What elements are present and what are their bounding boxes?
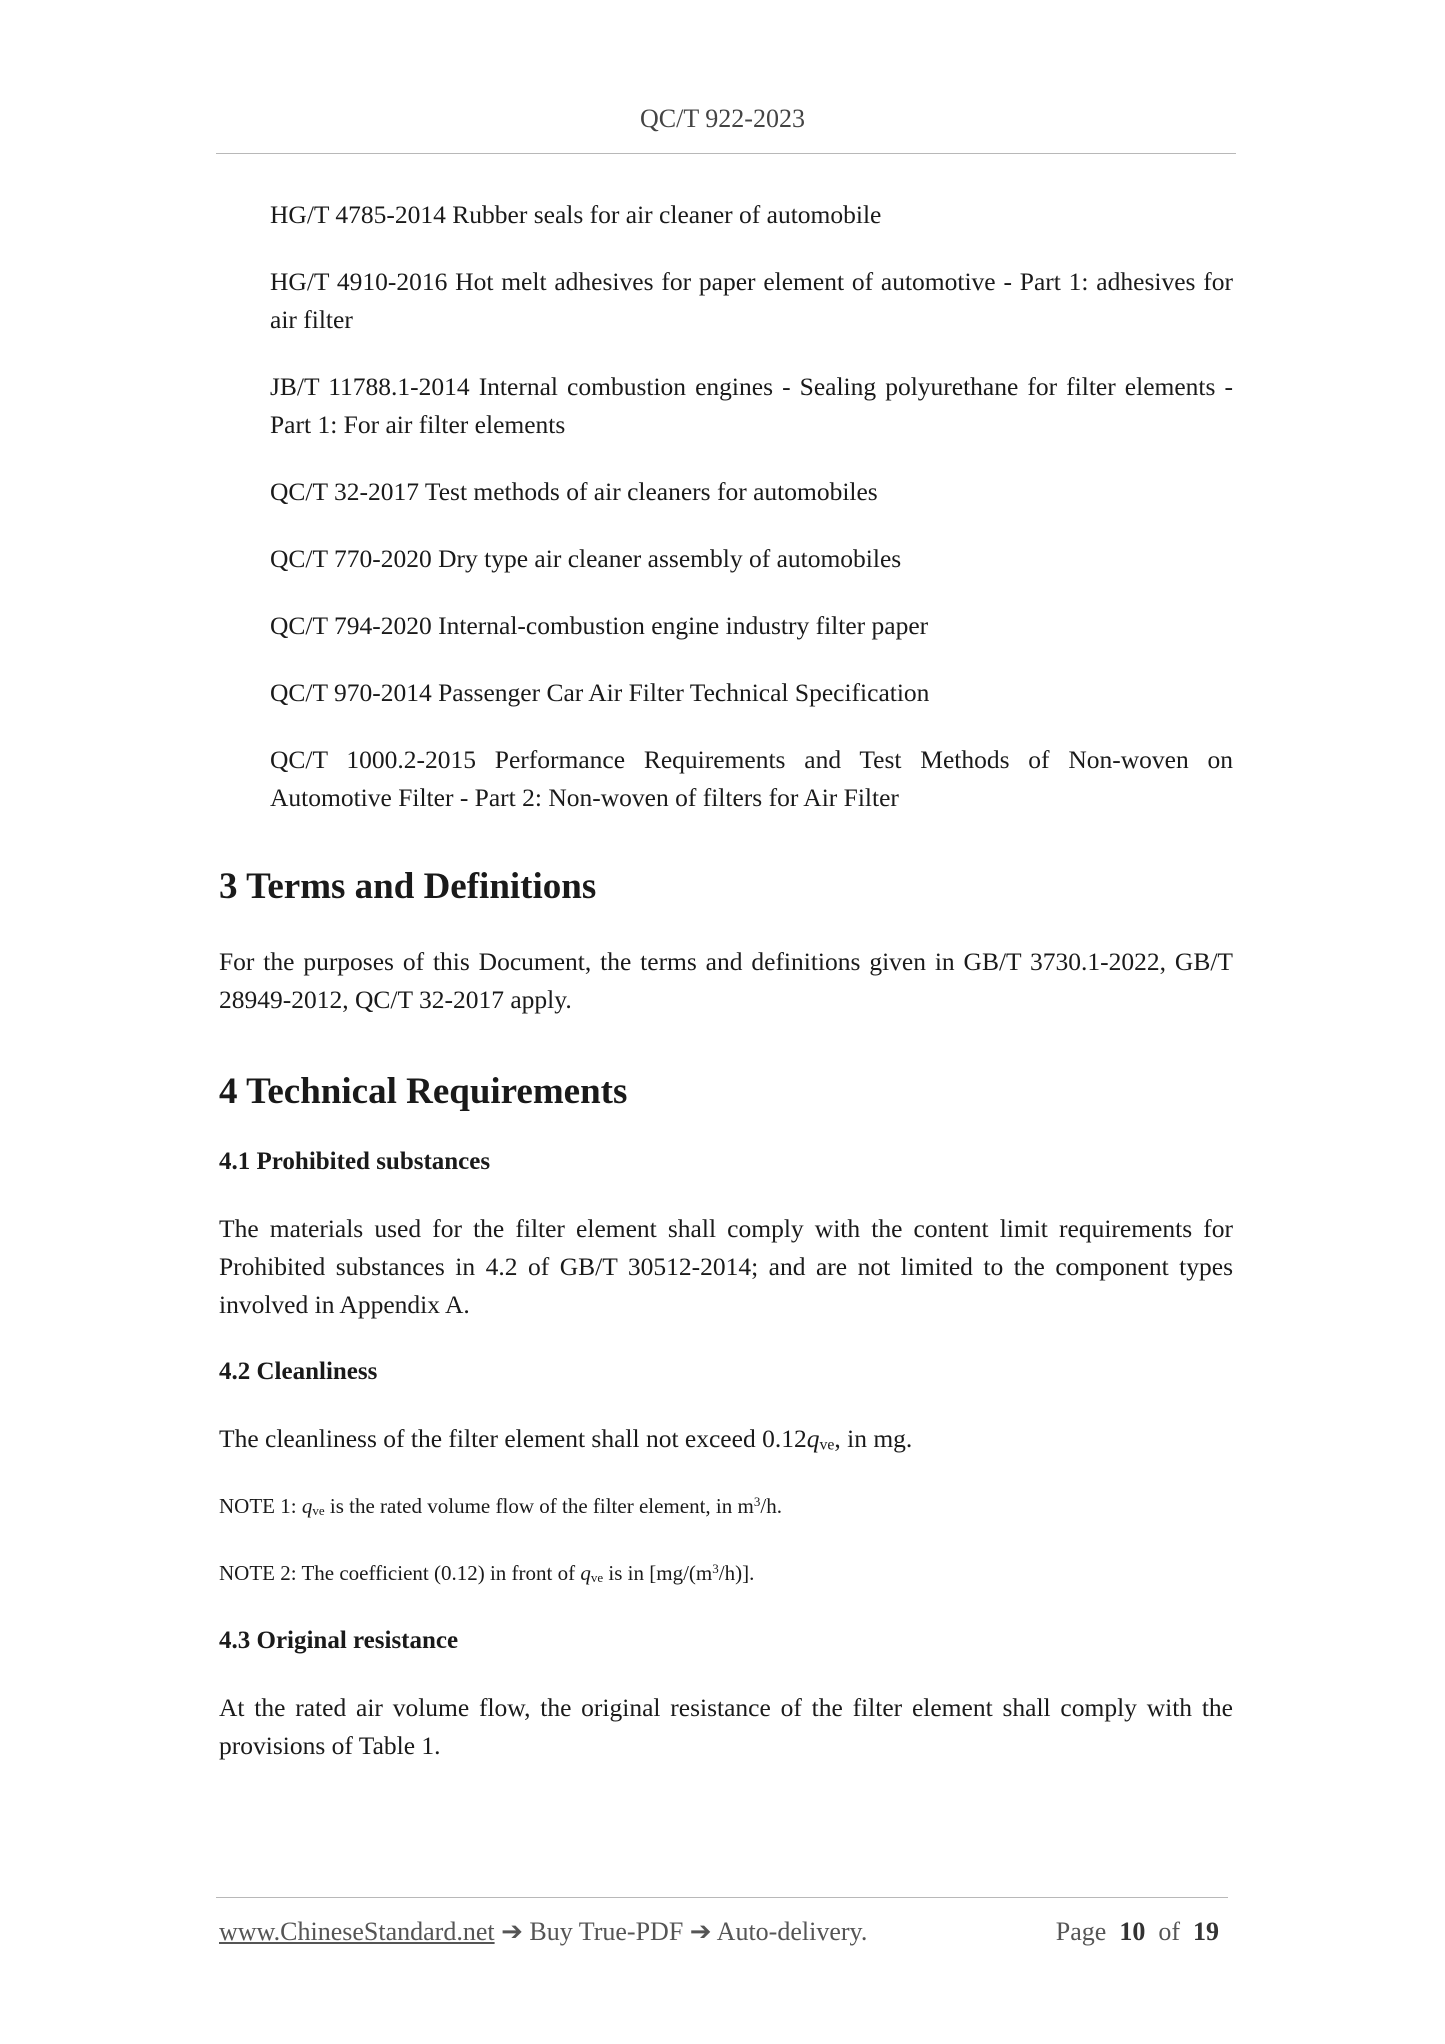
note-2-superscript: 3 <box>712 1560 719 1576</box>
reference-item: HG/T 4910-2016 Hot melt adhesives for paper element of automotive - Part 1: adhesives for air filter <box>270 267 1233 334</box>
of-label: of <box>1158 1917 1180 1946</box>
footer-divider <box>216 1897 1228 1898</box>
q-subscript: ve <box>590 1569 604 1585</box>
header-divider <box>216 153 1236 154</box>
q-subscript: ve <box>312 1502 325 1518</box>
page-footer <box>219 1917 1229 1957</box>
note-2-text-mid: is in [mg/(m <box>603 1561 713 1585</box>
buy-true-pdf-text: Buy True-PDF <box>529 1917 684 1946</box>
cleanliness-text-start: The cleanliness of the filter element shall not exceed 0.12 <box>219 1424 807 1453</box>
section-3-heading: 3 Terms and Definitions <box>219 866 597 907</box>
note-1-unit: /h. <box>760 1494 782 1518</box>
cleanliness-text-end: , in mg. <box>834 1424 913 1453</box>
arrow-right-icon: ➔ <box>501 1917 523 1946</box>
q-subscript: ve <box>819 1436 835 1454</box>
page-header-title: QC/T 922-2023 <box>640 104 805 133</box>
note-1 <box>219 1491 1233 1521</box>
page-total: 19 <box>1193 1917 1219 1946</box>
reference-item: QC/T 32-2017 Test methods of air cleaners for automobiles <box>270 477 878 506</box>
section-4-1-body: The materials used for the filter element shall comply with the content limit requirements for Prohibited substances in 4.2 of GB/T 30512-2014; and are not limited to the component types involved in Appendix A. <box>219 1214 1233 1319</box>
reference-item: JB/T 11788.1-2014 Internal combustion engines - Sealing polyurethane for filter elements - Part 1: For air filter elements <box>270 372 1233 439</box>
reference-item: QC/T 1000.2-2015 Performance Requirements and Test Methods of Non-woven on Automotive Filter - Part 2: Non-woven of filters for Air Filter <box>270 745 1233 812</box>
website-link[interactable]: www.ChineseStandard.net <box>219 1917 495 1946</box>
note-1-text: is the rated volume flow of the filter element, in m <box>324 1494 754 1518</box>
q-symbol: q <box>806 1424 820 1453</box>
section-4-2-heading: 4.2 Cleanliness <box>219 1358 378 1385</box>
note-2 <box>219 1558 1233 1588</box>
note-2-text-start: NOTE 2: The coefficient (0.12) in front of <box>219 1561 581 1585</box>
note-1-label: NOTE 1: <box>219 1494 302 1518</box>
normative-references-list <box>270 196 1233 817</box>
reference-item: QC/T 970-2014 Passenger Car Air Filter Technical Specification <box>270 678 930 707</box>
section-4-2-body <box>219 1420 1233 1458</box>
note-2-unit: /h)]. <box>718 1561 755 1585</box>
auto-delivery-text: Auto-delivery. <box>716 1917 868 1946</box>
section-4-3-body: At the rated air volume flow, the original resistance of the filter element shall comply with the provisions of Table 1. <box>219 1693 1233 1760</box>
arrow-right-icon: ➔ <box>689 1917 712 1946</box>
page-indicator <box>1056 1917 1219 1947</box>
reference-item: QC/T 794-2020 Internal-combustion engine industry filter paper <box>270 611 929 640</box>
reference-item: QC/T 770-2020 Dry type air cleaner assembly of automobiles <box>270 544 902 573</box>
section-4-heading: 4 Technical Requirements <box>219 1071 628 1112</box>
section-3-body: For the purposes of this Document, the terms and definitions given in GB/T 3730.1-2022, GB/T 28949-2012, QC/T 32-2017 apply. <box>219 947 1233 1014</box>
section-4-3-heading: 4.3 Original resistance <box>219 1627 459 1654</box>
page-body <box>219 196 1233 1765</box>
q-symbol: q <box>301 1494 313 1518</box>
section-4-1-heading: 4.1 Prohibited substances <box>219 1148 491 1175</box>
page-number: 10 <box>1119 1917 1146 1946</box>
footer-promo <box>219 1917 867 1947</box>
note-1-superscript: 3 <box>753 1493 761 1509</box>
q-symbol: q <box>580 1561 591 1585</box>
page-label: Page <box>1055 1917 1107 1946</box>
reference-item: HG/T 4785-2014 Rubber seals for air cleaner of automobile <box>270 200 882 229</box>
